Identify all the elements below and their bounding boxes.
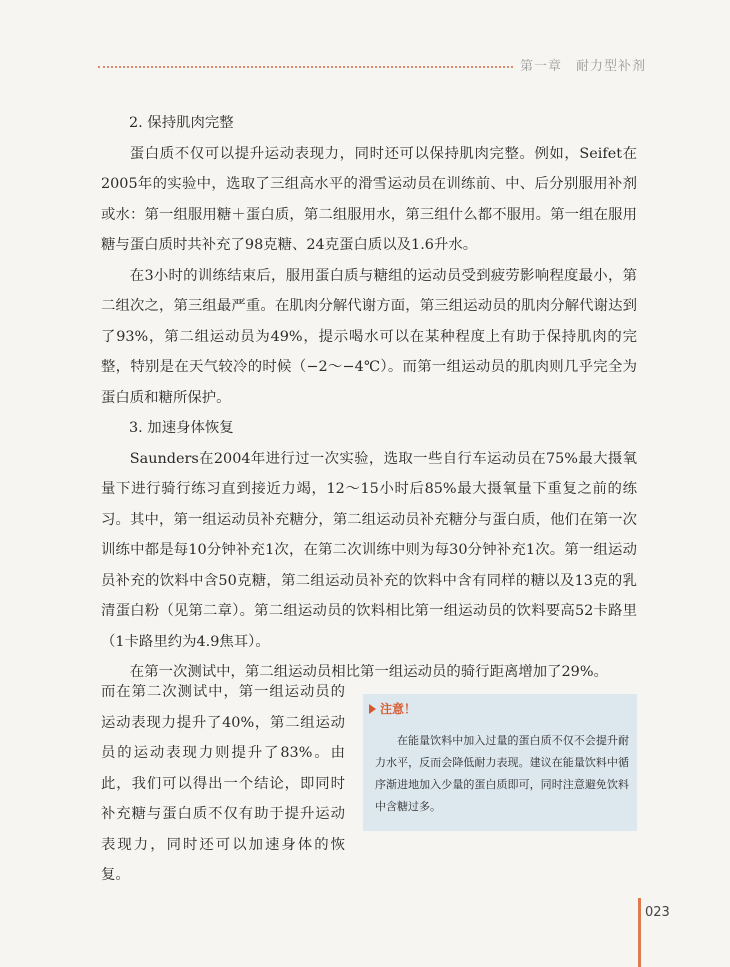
page-number: 023 — [645, 905, 670, 920]
arrow-icon — [369, 704, 376, 714]
page-edge-rule — [638, 898, 641, 967]
paragraph: Saunders在2004年进行过一次实验，选取一些自行车运动员在75%最大摄氧量下进行骑行练习直到接近力竭，12～15小时后85%最大摄氧量下重复之前的练习。其中，第一组运动员补充糖分，第二组运动员补充糖分与蛋白质，他们在第一次训练中都是每10分钟补充1次，在第二次训练中则为每30分钟补充1次。第一组运动员补充的饮料中含50克糖，第二组运动员补充的饮料中含有同样的糖以及13克的乳清蛋白粉（见第二章）。第二组运动员的饮料相比第一组运动员的饮料要高52卡路里（1卡路里约为4.9焦耳）。 — [101, 450, 637, 650]
paragraph: 蛋白质不仅可以提升运动表现力，同时还可以保持肌肉完整。例如，Seifet在2005年的实验中，选取了三组高水平的滑雪运动员在训练前、中、后分别服用补剂或水：第一组服用糖＋蛋白质，第二组服用水，第三组什么都不服用。第一组在服用糖与蛋白质时共补充了98克糖、24克蛋白质以及1.6升水。 — [101, 145, 637, 253]
header-dotted-rule — [98, 66, 513, 68]
section-heading: 2. 保持肌肉完整 — [129, 115, 234, 131]
note-box — [363, 694, 637, 831]
paragraph: 在3小时的训练结束后，服用蛋白质与糖组的运动员受到疲劳影响程度最小，第二组次之，第三组最严重。在肌肉分解代谢方面，第三组运动员的肌肉分解代谢达到了93%，第二组运动员为49%，提示喝水可以在某种程度上有助于保持肌肉的完整，特别是在天气较冷的时候（−2～−4℃）。而第一组运动员的肌肉则几乎完全为蛋白质和糖所保护。 — [101, 267, 637, 406]
note-body: 在能量饮料中加入过量的蛋白质不仅不会提升耐力水平，反而会降低耐力表现。建议在能量饮料中循序渐进地加入少量的蛋白质即可，同时注意避免饮料中含糖过多。 — [375, 734, 629, 813]
float-area — [101, 677, 637, 891]
main-text — [101, 108, 637, 688]
section-heading: 3. 加速身体恢复 — [129, 420, 234, 436]
running-header: 第一章 耐力型补剂 — [520, 59, 647, 74]
note-title — [369, 700, 416, 717]
paragraph: 而在第二次测试中，第一组运动员的运动表现力提升了40%，第二组运动员的运动表现力则提升了83%。由此，我们可以得出一个结论，即同时补充糖与蛋白质不仅有助于提升运动表现力，同时还可以加速身体的恢复。 — [101, 684, 345, 883]
paragraph: 在第一次测试中，第二组运动员相比第一组运动员的骑行距离增加了29%。 — [129, 664, 608, 680]
note-title-label: 注意！ — [380, 702, 417, 716]
